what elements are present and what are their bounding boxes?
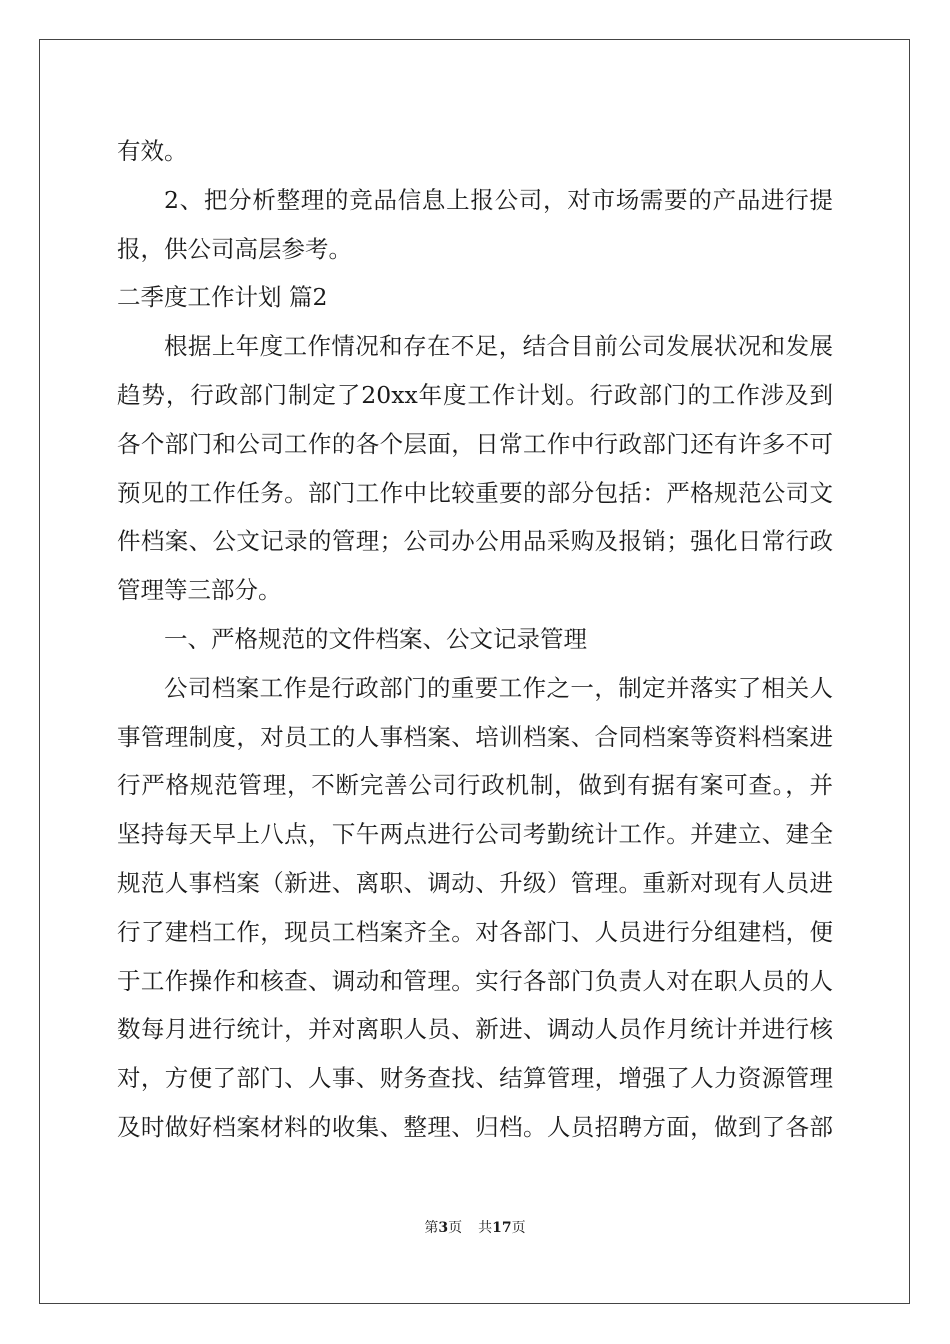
text-line: 报，供公司高层参考。 [117, 234, 352, 263]
text-line: 行了建档工作，现员工档案齐全。对各部门、人员进行分组建档，便 [117, 917, 833, 946]
text-line: 对，方便了部门、人事、财务查找、结算管理，增强了人力资源管理 [117, 1064, 833, 1093]
section-heading: 二季度工作计划 篇2 [117, 283, 328, 312]
text-line: 管理等三部分。 [117, 576, 282, 605]
text-line: 及时做好档案材料的收集、整理、归档。人员招聘方面，做到了各部 [117, 1112, 833, 1141]
text-line: 公司档案工作是行政部门的重要工作之一，制定并落实了相关人 [164, 673, 833, 702]
document-body [117, 127, 833, 1152]
page-label-suffix: 页 [448, 1220, 463, 1236]
total-label-prefix: 共 [478, 1220, 493, 1236]
text-line: 于工作操作和核查、调动和管理。实行各部门负责人对在职人员的人 [117, 966, 833, 995]
page-footer [0, 1218, 950, 1238]
total-label-suffix: 页 [511, 1220, 526, 1236]
text-line: 预见的工作任务。部门工作中比较重要的部分包括：严格规范公司文 [117, 478, 833, 507]
text-line: 各个部门和公司工作的各个层面，日常工作中行政部门还有许多不可 [117, 429, 833, 458]
text-line: 行严格规范管理，不断完善公司行政机制，做到有据有案可查。，并 [117, 771, 833, 800]
page-number: 3 [438, 1220, 449, 1236]
total-pages: 17 [492, 1220, 512, 1236]
page-label-prefix: 第 [424, 1220, 439, 1236]
text-line: 趋势，行政部门制定了20xx年度工作计划。行政部门的工作涉及到 [117, 380, 833, 409]
subsection-heading: 一、严格规范的文件档案、公文记录管理 [164, 624, 587, 653]
text-line: 规范人事档案（新进、离职、调动、升级）管理。重新对现有人员进 [117, 868, 833, 897]
text-line: 2、把分析整理的竞品信息上报公司，对市场需要的产品进行提 [164, 185, 833, 214]
text-line: 事管理制度，对员工的人事档案、培训档案、合同档案等资料档案进 [117, 722, 833, 751]
text-line: 数每月进行统计，并对离职人员、新进、调动人员作月统计并进行核 [117, 1015, 833, 1044]
text-line: 坚持每天早上八点，下午两点进行公司考勤统计工作。并建立、建全 [117, 820, 833, 849]
text-line: 有效。 [117, 137, 188, 165]
text-line: 根据上年度工作情况和存在不足，结合目前公司发展状况和发展 [164, 332, 833, 361]
text-line: 件档案、公文记录的管理；公司办公用品采购及报销；强化日常行政 [117, 527, 833, 556]
